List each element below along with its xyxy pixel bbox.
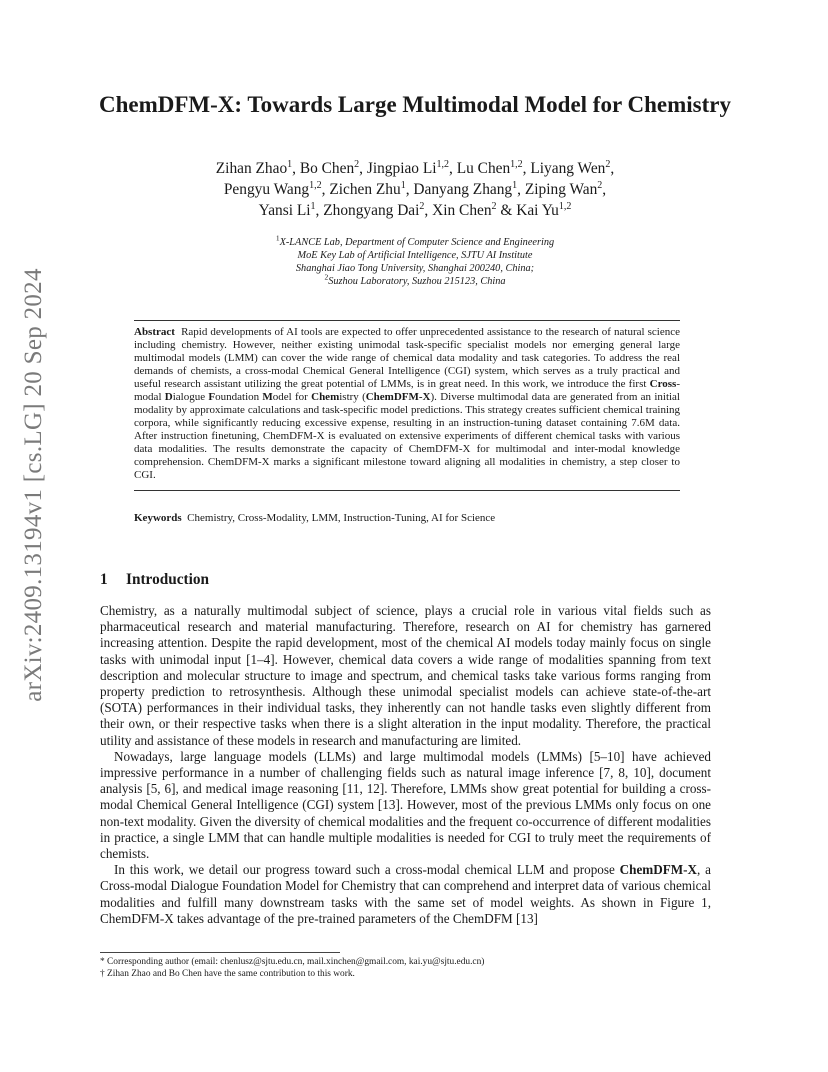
footnote: * Corresponding author (email: chenlusz@sjtu.edu.cn, mail.xinchen@gmail.com, kai.yu@sjtu.edu.cn) [100, 957, 485, 967]
section-heading [100, 571, 209, 589]
footnotes [100, 956, 711, 980]
footnote: † Zihan Zhao and Bo Chen have the same contribution to this work. [100, 969, 355, 979]
paper-title: ChemDFM-X: Towards Large Multimodal Model for Chemistry [98, 92, 731, 117]
section-title: Introduction [126, 571, 210, 588]
body-text [100, 603, 711, 927]
author: Kai Yu [516, 202, 559, 219]
author: Yansi Li [258, 202, 311, 219]
keywords-label: Keywords [134, 512, 182, 524]
author: Liyang Wen [530, 160, 606, 177]
paragraph: Nowadays, large language models (LLMs) and large multimodal models (LMMs) [5–10] have achieved impressive performance in a number of challenging fields such as natural image inference [7, 8, 10], document analysis [5, 6], and medical image reasoning [11, 12]. Therefore, LMMs show great potential for building a cross-modal Chemical General Intelligence (CGI) system [13]. However, most of the previous LMMs only focus on one non-text modality. Given the diversity of chemical modalities and the frequent co-occurrence of different modalities in practice, a single LMM that can handle multiple modalities is needed for CGI to truly meet the requirements of chemists. [100, 748, 711, 862]
affiliations: $^1$X-LANCE Lab, Department of Computer Science and Engineering MoE Key Lab of Artificial Intelligence, SJTU AI Institute Shanghai Jiao Tong University, Shanghai 200240, China; $^2$Suzhou Laboratory, Suzhou 215123, China [90, 236, 740, 288]
arxiv-sidebar [14, 268, 54, 702]
affiliation-line: MoE Key Lab of Artificial Intelligence, SJTU AI Institute [297, 250, 533, 261]
author: Danyang Zhang [413, 181, 513, 198]
author: Zichen Zhu [329, 181, 401, 198]
author: Xin Chen [432, 202, 492, 219]
author: Bo Chen [299, 160, 355, 177]
author: Jingpiao Li [366, 160, 437, 177]
affiliation-line: X-LANCE Lab, Department of Computer Science and Engineering [279, 237, 555, 248]
author: Ziping Wan [524, 181, 598, 198]
arxiv-identifier: arXiv:2409.13194v1 [cs.LG] 20 Sep 2024 [20, 268, 47, 702]
keywords-text: Chemistry, Cross-Modality, LMM, Instruction-Tuning, AI for Science [187, 512, 496, 524]
paragraph: Chemistry, as a naturally multimodal subject of science, plays a crucial role in various vital fields such as pharmaceutical research and material manufacturing. Therefore, research on AI for chemistry has garnered increasing attention. Despite the rapid development, most of the chemical AI models today mainly focus on single tasks with unimodal input [1–4]. However, chemical data covers a wide range of modalities spanning from text description and molecular structure to image and spectrum, and chemical tasks take various forms ranging from property prediction to retrosynthesis. Although these unimodal specialist models can achieve state-of-the-art (SOTA) performances in their individual tasks, they inherently can not handle tasks even slightly different from their own, or their respective tasks when there is a slight alteration in the input modality. Therefore, the practical utility and assistance of these models in research and manufacturing are limited. [100, 603, 711, 748]
author: Zihan Zhao [215, 160, 288, 177]
abstract-text: Abstract Rapid developments of AI tools are expected to offer unprecedented assistance to the research of natural science including chemistry. However, neither existing unimodal task-specific specialist models nor emerging general large multimodal models (LMM) can cover the wide range of chemical data modality and task categories. To address the real demands of chemists, a cross-modal Chemical General Intelligence (CGI) system, which serves as a truly practical and useful research assistant utilizing the great potential of LMMs, is in great need. In this work, we introduce the first Cross-modal Dialogue Foundation Model for Chemistry (ChemDFM-X). Diverse multimodal data are generated from an initial modality by approximate calculations and task-specific model predictions. This strategy creates sufficient chemical training corpora, while significantly reducing excessive expense, resulting in an instruction-tuning dataset containing 7.6M data. After instruction finetuning, ChemDFM-X is evaluated on extensive experiments of different chemical tasks with various data modalities. The results demonstrate the capacity of ChemDFM-X for multimodal and inter-modal knowledge comprehension. ChemDFM-X marks a significant milestone toward aligning all modalities in chemistry, a step closer to CGI. [134, 326, 680, 481]
section-number: 1 [100, 571, 108, 588]
paragraph: In this work, we detail our progress toward such a cross-modal chemical LLM and propose ChemDFM-X, a Cross-modal Dialogue Foundation Model for Chemistry that can comprehend and interpret data of various chemical modalities and fulfill many downstream tasks with the same set of model weights. As shown in Figure 1, ChemDFM-X takes advantage of the pre-trained parameters of the ChemDFM [13] [100, 862, 711, 926]
author: Pengyu Wang [223, 181, 310, 198]
affiliation-line: Suzhou Laboratory, Suzhou 215123, China [328, 276, 506, 287]
keywords [134, 512, 680, 525]
author-list: Zihan Zhao$^1$, Bo Chen$^2$, Jingpiao Li$^{1,2}$, Lu Chen$^{1,2}$, Liyang Wen$^2$, Pengyu Wang$^{1,2}$, Zichen Zhu$^1$, Danyang Zhang$^1$, Ziping Wan$^2$, Yansi Li$^1$, Zhongyang Dai$^2$, Xin Chen$^2$ & Kai Yu$^{1,2}$ [215, 158, 615, 219]
footnote-rule [100, 952, 340, 953]
abstract-label: Abstract [134, 326, 175, 338]
author: Zhongyang Dai [323, 202, 420, 219]
abstract-box [134, 320, 680, 491]
author: Lu Chen [456, 160, 511, 177]
affiliation-line: Shanghai Jiao Tong University, Shanghai 200240, China; [295, 263, 535, 274]
